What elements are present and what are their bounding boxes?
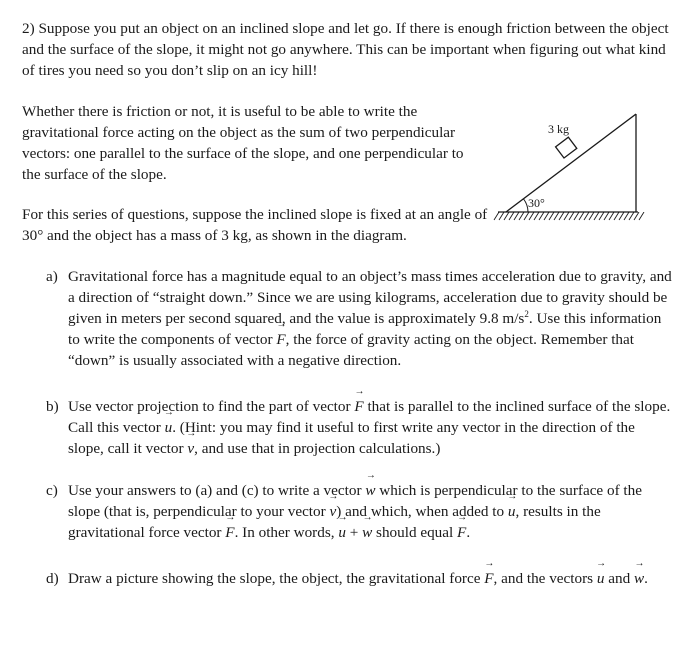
vector-f: → F: [276, 329, 285, 350]
question-d: [46, 568, 674, 589]
vector-u: → u: [338, 522, 346, 543]
vector-f: → F: [354, 396, 363, 417]
vector-f: → F: [225, 522, 234, 543]
vector-u: → u: [597, 568, 605, 589]
vector-v: → v: [187, 438, 194, 459]
mass-label: 3 kg: [548, 122, 569, 136]
vector-v: → v: [329, 501, 336, 522]
decomposition-paragraph: Whether there is friction or not, it is useful to be able to write the gravitational force acting on the object as the sum of two perpendicular vectors: one parallel to the surface of the slope, and one perpendicular to the surface of the slope.: [22, 103, 464, 183]
vector-w: → w: [634, 568, 644, 589]
question-c: [46, 480, 674, 543]
vector-u: → u: [165, 417, 173, 438]
setup-paragraph: For this series of questions, suppose the inclined slope is fixed at an angle of 30° and the object has a mass of 3 kg, as shown in the diagram.: [22, 206, 488, 244]
question-c-letter: c): [46, 482, 58, 499]
question-c-text: Use your answers to (a) and (c) to write a vector → w which is perpendicular to the surface of the slope (that is, perpendicular to your vector → v) and which, when added to → u, results in the gravitational force vector → F. In other words, → u + → w should equal → F.: [68, 480, 674, 543]
incline-diagram: [488, 108, 650, 226]
question-a-text: Gravitational force has a magnitude equal to an object’s mass times acceleration due to gravity, and a direction of “straight down.” Since we are using kilograms, acceleration due to gravity should be given in meters per second squared, and the value is approximately 9.8 $m/s^2$. Use this information to write the components of vector → F, the force of gravity acting on the object. Remember that “down” is usually associated with a negative direction.: [68, 266, 674, 371]
question-b-letter: b): [46, 398, 59, 415]
vector-f: → F: [484, 568, 493, 589]
mass-box: [556, 137, 577, 158]
question-d-text: Draw a picture showing the slope, the object, the gravitational force → F, and the vectors → u and → w.: [68, 568, 674, 589]
slope-surface: [506, 114, 636, 212]
ground-hatching: [494, 212, 644, 220]
angle-label: 30°: [528, 196, 545, 210]
question-b: [46, 396, 674, 459]
question-b-text: Use vector projection to find the part of vector → F that is parallel to the inclined surface of the slope. Call this vector → u. (Hint: you may find it useful to first write any vector in the direction of the slope, call it vector → v, and use that in projection calculations.): [68, 396, 674, 459]
vector-w: → w: [362, 522, 372, 543]
intro-paragraph: 2) Suppose you put an object on an inclined slope and let go. If there is enough friction between the object and the surface of the slope, it might not go anywhere. This can be important when figuring out what kind of tires you need so you don’t slip on an icy hill!: [22, 20, 669, 79]
vector-f: → F: [457, 522, 466, 543]
question-a: [46, 266, 674, 371]
vector-w: → w: [365, 480, 375, 501]
question-d-letter: d): [46, 570, 59, 587]
vector-u: → u: [508, 501, 516, 522]
question-a-letter: a): [46, 268, 58, 285]
squared-exponent: 2: [524, 308, 529, 319]
